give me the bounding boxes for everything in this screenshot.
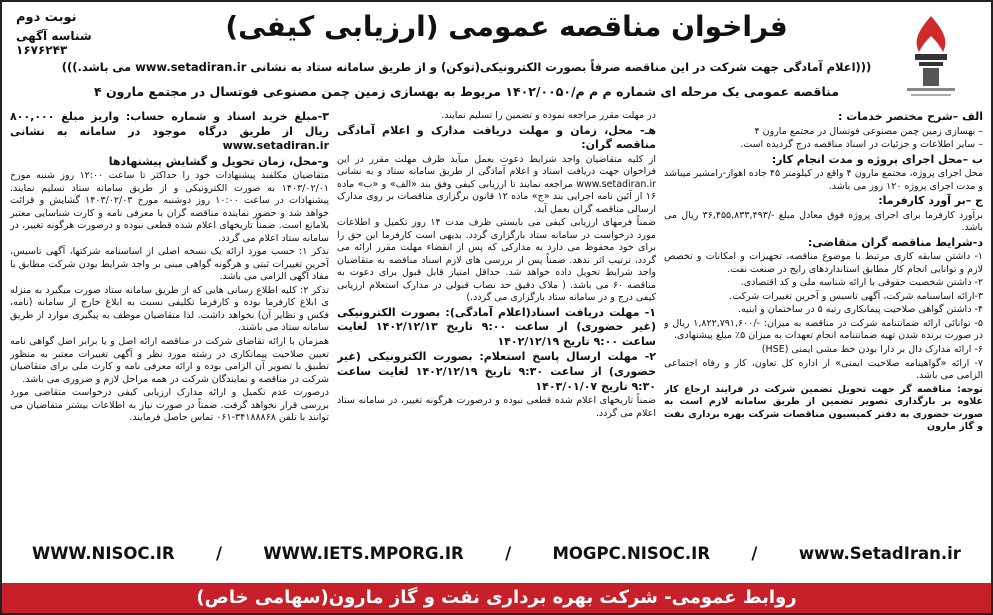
paragraph: – سایر اطلاعات و جزئیات در اسناد مناقصه درج گردیده است.: [740, 139, 983, 151]
column-middle: [337, 110, 656, 538]
paragraph: هـ- محل، زمان و مهلت دریافت مدارک و اعلام آمادگی مناقصه گران:: [337, 123, 656, 152]
paragraph: ۱- داشتن سابقه کاری مرتبط با موضوع مناقصه، تجهیزات و امکانات و تخصص لازم و توانایی انجام کار مطابق استانداردهای رایج در صنعت نفت.: [664, 251, 983, 275]
paragraph: ۲- داشتن شخصیت حقوقی با ارائه شناسه ملی و کد اقتصادی.: [740, 277, 983, 289]
nioc-flame-logo-icon: [885, 10, 977, 102]
url-setadiran[interactable]: www.SetadIran.ir: [798, 544, 961, 563]
page-title: فراخوان مناقصه عمومی (ارزیابی کیفی): [225, 10, 788, 43]
subtitle-token-notice: (((اعلام آمادگی جهت شرکت در این مناقصه صرفاً بصورت الکترونیکی(توکن) و از طریق سامانه ستاد به نشانی www.setadiran.ir می باشد.))): [61, 60, 872, 74]
paragraph: درصورت عدم تکمیل و ارائه مدارک ارزیابی کیفی درخواست متقاضی مورد بررسی قرار نخواهد گرفت. ضمناً در صورت نیاز به اطلاعات بیشتر متقاضیان می توانند با تلفن ۳۴۱۸۸۸۶۸-۰۶۱ تماس حاصل فرمایند.: [10, 387, 329, 424]
paragraph: همزمان با ارائه تقاضای شرکت در مناقصه ارائه اصل و یا برابر اصل گواهی نامه تعیین صلاحیت پیمانکاری در رشته مورد نظر و آگهی تغییرات معتبر به منظور تطبیق با تصویر آن الزامی بوده و ارائه معرفی نامه و کارت ملی برای متقاضیان شرکت در مناقصه و نمایندگان شرکت در همه مراحل لازم و ضروری می باشد.: [10, 335, 329, 385]
url-iets[interactable]: WWW.IETS.MPORG.IR: [263, 544, 464, 563]
paragraph: توجه: مناقصه گر جهت تحویل تضمین شرکت در فرایند ارجاع کار علاوه بر بارگذاری تصویر تضمین از طریق سامانه لازم است به صورت حضوری به دفتر کمیسیون مناقصات شرکت بهره برداری نفت و گاز مارون: [664, 383, 983, 433]
paragraph: ۴- داشتن گواهی صلاحیت پیمانکاری رتبه ۵ در ساختمان و ابنیه.: [738, 304, 983, 316]
column-left: [10, 110, 329, 538]
paragraph: از کلیه متقاضیان واجد شرایط دعوت بعمل میآید ظرف مهلت مقرر در این فراخوان جهت دریافت اسناد و اعلام آمادگی از طریق سامانه ستاد و به نشانی www.setadiran.ir مراجعه نمایند تا ارزیابی کیفی وفق بند «الف» و «ب» ماده ۱۶ از آئین نامه اجرایی بند «ج» ماده ۱۲ قانون برگزاری مناقصات بر روی مدارک ارسالی مناقصه گران بعمل آید.: [337, 153, 656, 215]
column-right: [664, 110, 983, 538]
paragraph: ۵- توانائی ارائه ضمانتنامه شرکت در مناقصه به میزان: -/۱,۸۲۲,۷۹۱,۶۰۰ ریال و در صورت برنده شدن تهیه ضمانتنامه انجام تعهدات به میزان ۵٪ مبلغ پیشنهادی.: [664, 317, 983, 342]
paragraph: د-شرایط مناقصه گران متقاضی:: [807, 235, 983, 249]
paragraph: ۳-ارائه اساسنامه شرکت، آگهی تاسیس و آخرین تغییرات شرکت.: [729, 290, 983, 302]
paragraph: ۲- مهلت ارسال پاسخ استعلام: بصورت الکترونیکی (غیر حضوری) از ساعت ۹:۳۰ تاریخ ۱۴۰۲/۱۲/۱۹ لغایت ساعت ۹:۳۰ تاریخ ۱۴۰۳/۰۱/۰۷: [337, 350, 656, 393]
paragraph: ۶- ارائه مدارک دال بر دارا بودن خط مشی ایمنی (HSE): [761, 343, 983, 355]
paragraph: – بهسازی زمین چمن مصنوعی فوتسال در مجتمع مارون ۴: [754, 125, 983, 137]
url-nisoc[interactable]: WWW.NISOC.IR: [32, 544, 175, 563]
paragraph: ضمناً فرمهای ارزیابی کیفی می بایستی ظرف مدت ۱۴ روز تکمیل و اطلاعات مورد درخواست در سامانه ستاد بارگزاری گردد. بدیهی است کارفرما این حق را برای خود محفوظ می دارد به مدارکی که پس از انقضاء مهلت مقرر ارائه می گردد، ترتیب اثر ندهد. ضمناً پس از بررسی های لازم اسناد مناقصه به متقاضیان واجد شرایط تحویل داده خواهد شد. حداقل امتیاز قابل قبول برای دعوت به مناقصه ۶۰ می باشد. ( ملاک دقیق حد نصاب قبولی در مدارک استعلام ارزیابی کیفی درج و در سامانه ستاد بارگزاری می گردد.): [337, 217, 656, 304]
separator: /: [751, 544, 758, 563]
paragraph: ب –محل اجرای پروژه و مدت انجام کار:: [771, 152, 983, 166]
subtitle-tender-number: مناقصه عمومی یک مرحله ای شماره م م م/۱۴۰۲/۰۰۵۰ مربوط به بهسازی زمین چمن مصنوعی فوتسال در مجتمع مارون ۴: [94, 84, 839, 99]
paragraph: و-محل، زمان تحویل و گشایش پیشنهادها: [108, 154, 329, 168]
paragraph: ضمناً تاریخهای اعلام شده قطعی نبوده و درصورت هرگونه تغییر، در سامانه ستاد اعلام می گردد.: [337, 395, 656, 419]
body-columns: [10, 110, 983, 538]
footer-banner: روابط عمومی- شرکت بهره برداری نفت و گاز مارون(سهامی خاص): [2, 583, 991, 613]
ad-id: شناسه آگهی ۱۶۷۶۲۴۳: [16, 29, 92, 57]
paragraph: محل اجرای پروژه، مجتمع مارون ۴ واقع در کیلومتر ۴۵ جاده اهواز-رامشیر میباشد و مدت اجرای پروژه ۱۲۰ روز می باشد.: [664, 168, 983, 192]
paragraph: متقاضیان مکلفند پیشنهادات خود را حداکثر تا ساعت ۱۲:۰۰ روز شنبه مورخ ۱۴۰۳/۰۲/۰۱ به صورت الکترونیکی و از طریق سامانه ستاد تسلیم نمایند. پیشنهادات در ساعت ۱۰:۰۰ روز دوشنبه مورخ ۱۴۰۳/۰۲/۰۳ گشایش و قرائت خواهد شد و حضور نماینده مناقصه گران با معرفی نامه و کارت شناسایی معتبر بلامانع است. ضمناً تاریخهای اعلام شده قطعی نبوده و درصورت هرگونه تغییر، در سامانه ستاد اعلام می گردد.: [10, 170, 329, 244]
separator: /: [505, 544, 512, 563]
paragraph: ۷- ارائه «گواهینامه صلاحیت ایمنی» از اداره کل تعاون، کار و رفاه اجتماعی الزامی می باشد.: [664, 357, 983, 382]
paragraph: ج –بر آورد کارفرما:: [878, 194, 983, 208]
paragraph: تذکر ۱: حسب مورد ارائه یک نسخه اصلی از اساسنامه شرکتها، آگهی تاسیس، آخرین تغییرات ثبتی و هرگونه گواهی مبنی بر واجد شرایط بودن شرکت مطابق با مفاد آگهی الزامی می باشد.: [10, 246, 329, 283]
url-mogpc[interactable]: MOGPC.NISOC.IR: [552, 544, 711, 563]
url-bar: [32, 544, 961, 563]
paragraph: تذکر ۲: کلیه اطلاع رسانی هایی که از طریق سامانه ستاد صورت میگیرد به منزله ی ابلاغ کارفرما بوده و کارفرما تکلیفی نسبت به ابلاغ خارج از سامانه (نامه، فکس و نظایر آن) نخواهد داشت. لذا متقاضیان موظف به پیگیری موارد از طریق سامانه ستاد می باشند.: [10, 284, 329, 334]
paragraph: در مهلت مقرر مراجعه نموده و تضمین را تسلیم نمایند.: [441, 110, 656, 121]
ad-meta: [16, 10, 131, 57]
paragraph: ۱- مهلت دریافت اسناد(اعلام آمادگی): بصورت الکترونیکی (غیر حضوری) از ساعت ۹:۰۰ تاریخ ۱۴۰۲/۱۲/۱۳ لغایت ساعت ۹:۰۰ تاریخ ۱۴۰۲/۱۲/۱۹: [337, 305, 656, 348]
round-label: نوبت دوم: [16, 10, 77, 25]
separator: /: [216, 544, 223, 563]
paragraph: ۳-مبلغ خرید اسناد و شماره حساب: واریز مبلغ ۸۰۰,۰۰۰ ریال از طریق درگاه موجود در سامانه به نشانی www.setadiran.ir: [10, 110, 329, 153]
paragraph: برآورد کارفرما برای اجرای پروژه فوق معادل مبلغ -/۳۶,۴۵۵,۸۳۳,۴۹۳ ریال می باشد.: [664, 209, 983, 234]
paragraph: الف –شرح مختصر خدمات :: [838, 110, 983, 123]
